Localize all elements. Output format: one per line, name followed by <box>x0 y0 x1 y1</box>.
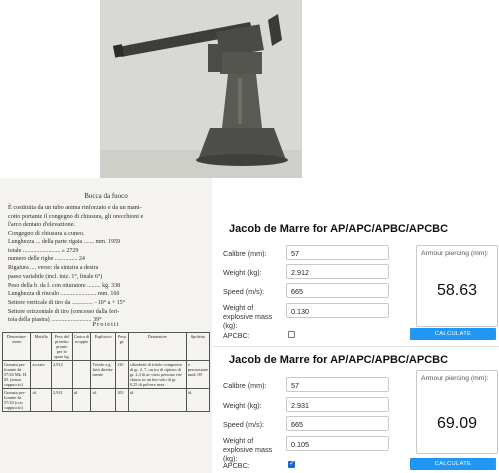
table-cell: 2,912 <box>52 361 73 389</box>
calculator-title: Jacob de Marre for AP/APC/APBC/APCBC <box>229 223 449 235</box>
cannon-illustration <box>100 0 302 178</box>
table-header: Metallo <box>31 333 52 361</box>
speed-input[interactable]: 665 <box>286 283 389 298</box>
weight-input[interactable]: 2.931 <box>286 397 389 412</box>
table-header: Detonatore <box>128 333 186 361</box>
table-cell: 130 <box>116 361 129 389</box>
spec-line: Rigatura .... verso: da sinistra a destra <box>8 265 99 272</box>
table-cell: cilindretti di tritolo compresso di gr. 2, 7, carico di ripieno di gr. 2,4 di ac-ciaio pressato rin-chiuso in un bos-solo di gr. 0,25 di polvere nera <box>128 361 186 389</box>
armour-output-box <box>416 370 498 454</box>
table-header-row <box>3 333 210 361</box>
apcbc-label: APCBC: <box>223 461 250 470</box>
table-row <box>3 361 210 389</box>
table-cell: id. <box>91 389 116 412</box>
spec-line: Lunghezza di rinculo ........................ mm. 160 <box>8 291 120 298</box>
document-specs <box>8 238 208 325</box>
spec-line: Lunghezza ... della parte rigata ....... mm. 1959 <box>8 239 120 245</box>
table-header: Peso del proietto pronto per lo sparo kg. <box>52 333 73 361</box>
speed-input[interactable]: 665 <box>286 416 389 431</box>
table-cell: a percussione mod. 09 <box>186 361 209 389</box>
calculator-panel-1 <box>213 215 499 345</box>
weight-input[interactable]: 2.912 <box>286 264 389 279</box>
calculator-panel-2 <box>213 347 499 473</box>
spec-line: Settore verticale di tiro da .............. −10° a + 15° <box>8 299 126 306</box>
table-cell: Granata per-forante da 57/43 Mk. H. M. (senza cappuccio) <box>3 361 31 389</box>
table-cell: 2,931 <box>52 389 73 412</box>
table-header: Carica di scoppio <box>72 333 91 361</box>
cannon-photo <box>100 0 302 178</box>
explosive-mass-input[interactable]: 0.130 <box>286 303 389 318</box>
intro-line: cotto portante il congegno di chiusura, gli orecchioni e <box>8 212 144 220</box>
intro-line: È costituita da un tubo anima rinforzato e da un mani- <box>8 204 142 211</box>
calibre-label: Calibre (mm): <box>223 381 267 390</box>
table-header: Denomina-zione <box>3 333 31 361</box>
document-heading: Bocca da fuoco <box>84 192 128 200</box>
intro-line: Congegno di chiusura a cuneo. <box>8 229 85 237</box>
spec-line: Settore orizzontale di tiro (concesso dalla feri- <box>8 308 120 315</box>
intro-line: l'arco dentato d'elevazione. <box>8 221 75 229</box>
armour-output-value: 58.63 <box>436 282 478 299</box>
calibre-label: Calibre (mm): <box>223 249 267 258</box>
table-cell: Granata per-forante da 57/43 (con cappuccio) <box>3 389 31 412</box>
spec-line: passo variabile (incl. iniz. 1°, finale 6°) <box>8 273 103 280</box>
table-cell: id. <box>72 389 91 412</box>
armour-output-label: Armour piercing (mm): <box>421 375 489 382</box>
apcbc-checkbox[interactable] <box>288 331 295 338</box>
spec-line: Peso della b. da f. con otturatore ......... kg. 338 <box>8 282 121 289</box>
explosive-mass-label: Weight of explosive mass (kg): <box>223 436 273 463</box>
spec-line: numero delle righe ............... 24 <box>8 256 85 263</box>
apcbc-label: APCBC: <box>223 331 250 340</box>
table-cell: Tritolo a g. fuso diretta-mente <box>91 361 116 389</box>
spec-line: totale ......................... » 2729 <box>8 247 79 254</box>
table-header: Spoletta <box>186 333 209 361</box>
table-cell <box>72 361 91 389</box>
scanned-document <box>0 178 212 473</box>
explosive-mass-label: Weight of explosive mass (kg): <box>223 303 273 330</box>
table-cell: id. <box>31 389 52 412</box>
table-cell: id. <box>128 389 186 412</box>
table-cell: acciaio <box>31 361 52 389</box>
speed-label: Speed (m/s): <box>223 287 265 296</box>
document-intro <box>8 204 204 238</box>
table-cell: id. <box>186 389 209 412</box>
armour-output-box <box>416 245 498 327</box>
armour-output-label: Armour piercing (mm): <box>421 250 489 257</box>
calculate-button[interactable]: CALCULATE <box>410 458 496 470</box>
speed-label: Speed (m/s): <box>223 420 265 429</box>
table-header: Peso gr. <box>116 333 129 361</box>
projectiles-table <box>2 332 210 412</box>
armour-output-value: 69.09 <box>436 415 478 432</box>
explosive-mass-input[interactable]: 0.105 <box>286 436 389 451</box>
table-header: Esplosivo <box>91 333 116 361</box>
calculate-button[interactable]: CALCULATE <box>410 328 496 340</box>
calibre-input[interactable]: 57 <box>286 245 389 260</box>
projectiles-heading: Proietti <box>92 321 120 328</box>
weight-label: Weight (kg): <box>223 401 262 410</box>
apcbc-checkbox[interactable] <box>288 461 295 468</box>
calculator-title: Jacob de Marre for AP/APC/APBC/APCBC <box>229 354 449 366</box>
table-cell: 105 <box>116 389 129 412</box>
spec-line: toia della piastra) ........................... 39° <box>8 317 102 324</box>
weight-label: Weight (kg): <box>223 268 262 277</box>
table-row <box>3 389 210 412</box>
calibre-input[interactable]: 57 <box>286 377 389 392</box>
